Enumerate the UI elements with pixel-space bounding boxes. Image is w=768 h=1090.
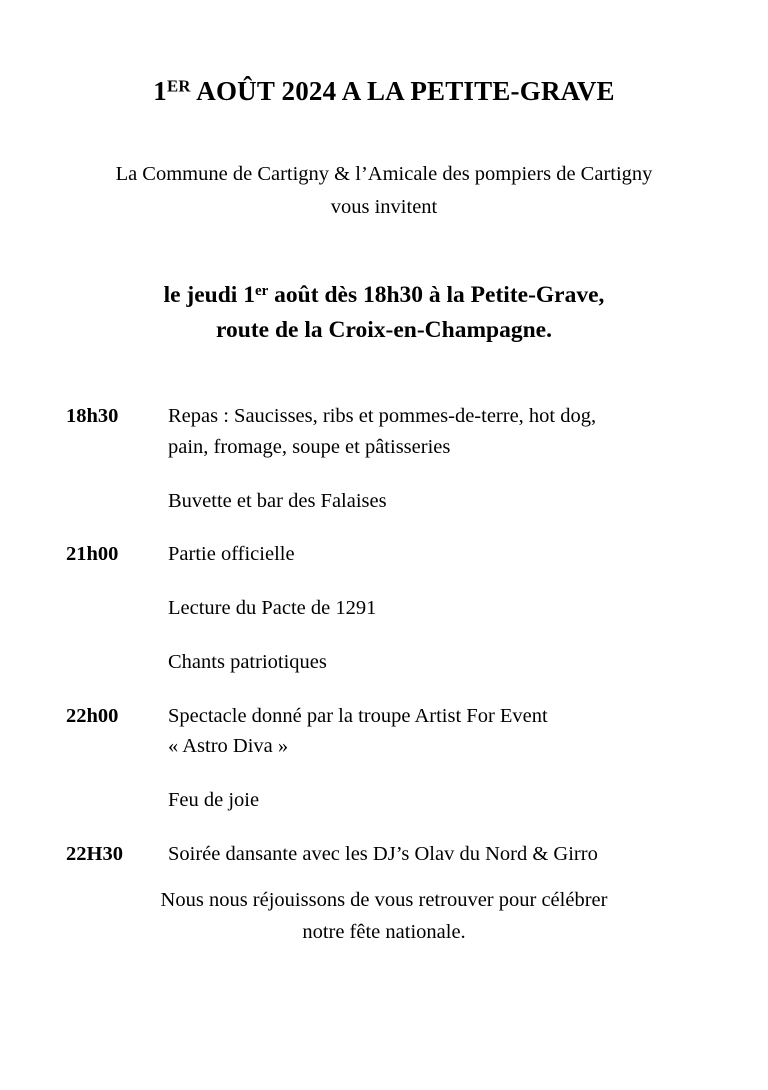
schedule-description-line: Repas : Saucisses, ribs et pommes-de-terre, hot dog, xyxy=(168,405,597,427)
schedule-description xyxy=(168,785,686,816)
schedule-description xyxy=(168,539,686,570)
schedule-row xyxy=(66,593,686,624)
event-datetime-line-1 xyxy=(84,278,684,313)
schedule-description xyxy=(168,647,686,678)
page-title-ordinal-suffix: ER xyxy=(166,76,191,96)
schedule-row xyxy=(66,401,686,463)
schedule-description-line: Feu de joie xyxy=(168,789,260,811)
page-title-prefix: 1 xyxy=(153,76,167,107)
page-title-rest: AOÛT 2024 A LA PETITE-GRAVE xyxy=(190,76,615,107)
event-datetime-rest: août dès 18h30 à la Petite-Grave, xyxy=(268,282,605,308)
schedule-row xyxy=(66,701,686,763)
invitation-line-2: vous invitent xyxy=(330,196,438,219)
schedule-row xyxy=(66,539,686,570)
closing-line-2: notre fête nationale. xyxy=(302,921,466,944)
invitation-block xyxy=(84,158,684,224)
schedule-description-line: Buvette et bar des Falaises xyxy=(168,489,387,512)
schedule-row xyxy=(66,785,686,816)
event-datetime-block xyxy=(84,278,684,349)
schedule-description-line: « Astro Diva » xyxy=(168,735,289,758)
schedule-description-line: Lecture du Pacte de 1291 xyxy=(168,597,377,619)
schedule-description-line: Chants patriotiques xyxy=(168,650,327,673)
schedule-time: 22h00 xyxy=(66,704,119,727)
closing-line-1: Nous nous réjouissons de vous retrouver pour célébrer xyxy=(160,889,608,911)
schedule-description xyxy=(168,701,686,763)
schedule-description xyxy=(168,839,686,870)
closing-block xyxy=(84,884,684,949)
event-address-line: route de la Croix-en-Champagne. xyxy=(216,317,552,344)
schedule-description xyxy=(168,401,686,463)
page-title xyxy=(0,76,768,107)
schedule-description-line: Spectacle donné par la troupe Artist For Event xyxy=(168,704,548,727)
schedule-description-line: Partie officielle xyxy=(168,543,295,566)
schedule-row xyxy=(66,647,686,678)
schedule-description-line: pain, fromage, soupe et pâtisseries xyxy=(168,435,451,458)
schedule-time: 18h30 xyxy=(66,405,119,427)
schedule-time: 21h00 xyxy=(66,543,119,566)
schedule-row xyxy=(66,839,686,870)
schedule-time: 22H30 xyxy=(66,842,123,865)
event-datetime-prefix: le jeudi 1 xyxy=(163,282,255,308)
invitation-line-1: La Commune de Cartigny & l’Amicale des pompiers de Cartigny xyxy=(115,163,653,185)
event-datetime-ordinal-suffix: er xyxy=(254,283,269,300)
schedule-list xyxy=(66,401,686,870)
schedule-row xyxy=(66,486,686,517)
schedule-description xyxy=(168,486,686,517)
schedule-description xyxy=(168,593,686,624)
schedule-description-line: Soirée dansante avec les DJ’s Olav du Nord & Girro xyxy=(168,842,598,865)
